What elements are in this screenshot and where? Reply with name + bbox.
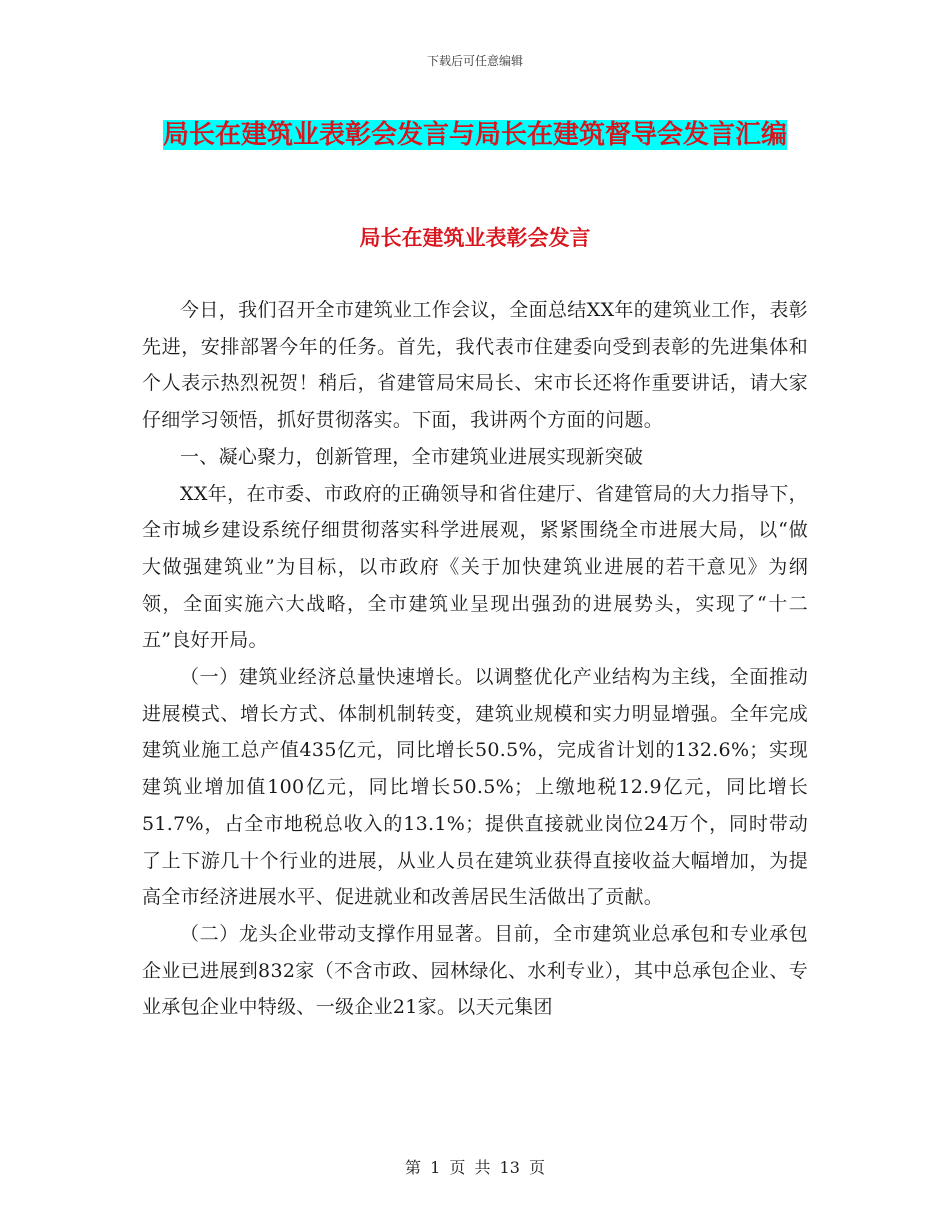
paragraph-5: （二）龙头企业带动支撑作用显著。目前，全市建筑业总承包和专业承包企业已进展到832家（不含市政、园林绿化、水利专业），其中总承包企业、专业承包企业中特级、一级企业21家。以天元集团 — [142, 922, 808, 1019]
paragraph-1: 今日，我们召开全市建筑业工作会议，全面总结XX年的建筑业工作，表彰先进，安排部署今年的任务。首先，我代表市住建委向受到表彰的先进集体和个人表示热烈祝贺！稍后，省建管局宋局长、宋市长还将作重要讲话，请大家仔细学习领悟，抓好贯彻落实。下面，我讲两个方面的问题。 — [142, 299, 808, 432]
section-title: 局长在建筑业表彰会发言 — [359, 226, 591, 250]
paragraph-4: （一）建筑业经济总量快速增长。以调整优化产业结构为主线，全面推动进展模式、增长方式、体制机制转变，建筑业规模和实力明显增强。全年完成建筑业施工总产值435亿元，同比增长50.5%，完成省计划的132.6%；实现建筑业增加值100亿元，同比增长50.5%；上缴地税12.9亿元，同比增长51.7%，占全市地税总收入的13.1%；提供直接就业岗位24万个，同时带动了上下游几十个行业的进展，从业人员在建筑业获得直接收益大幅增加，为提高全市经济进展水平、促进就业和改善居民生活做出了贡献。 — [142, 666, 808, 909]
page-number: 第 1 页 共 13 页 — [405, 1158, 545, 1177]
header-note: 下载后可任意编辑 — [426, 54, 523, 68]
document-title — [140, 112, 810, 158]
document-title-text: 局长在建筑业表彰会发言与局长在建筑督导会发言汇编 — [162, 120, 787, 150]
paragraph-2: 一、凝心聚力，创新管理，全市建筑业进展实现新突破 — [180, 445, 644, 468]
document-body — [142, 292, 808, 1026]
paragraph-3: XX年，在市委、市政府的正确领导和省住建厅、省建管局的大力指导下，全市城乡建设系统仔细贯彻落实科学进展观，紧紧围绕全市进展大局，以“做大做强建筑业”为目标，以市政府《关于加快建筑业进展的若干意见》为纲领，全面实施六大战略，全市建筑业呈现出强劲的进展势头，实现了“十二五”良好开局。 — [142, 482, 808, 652]
